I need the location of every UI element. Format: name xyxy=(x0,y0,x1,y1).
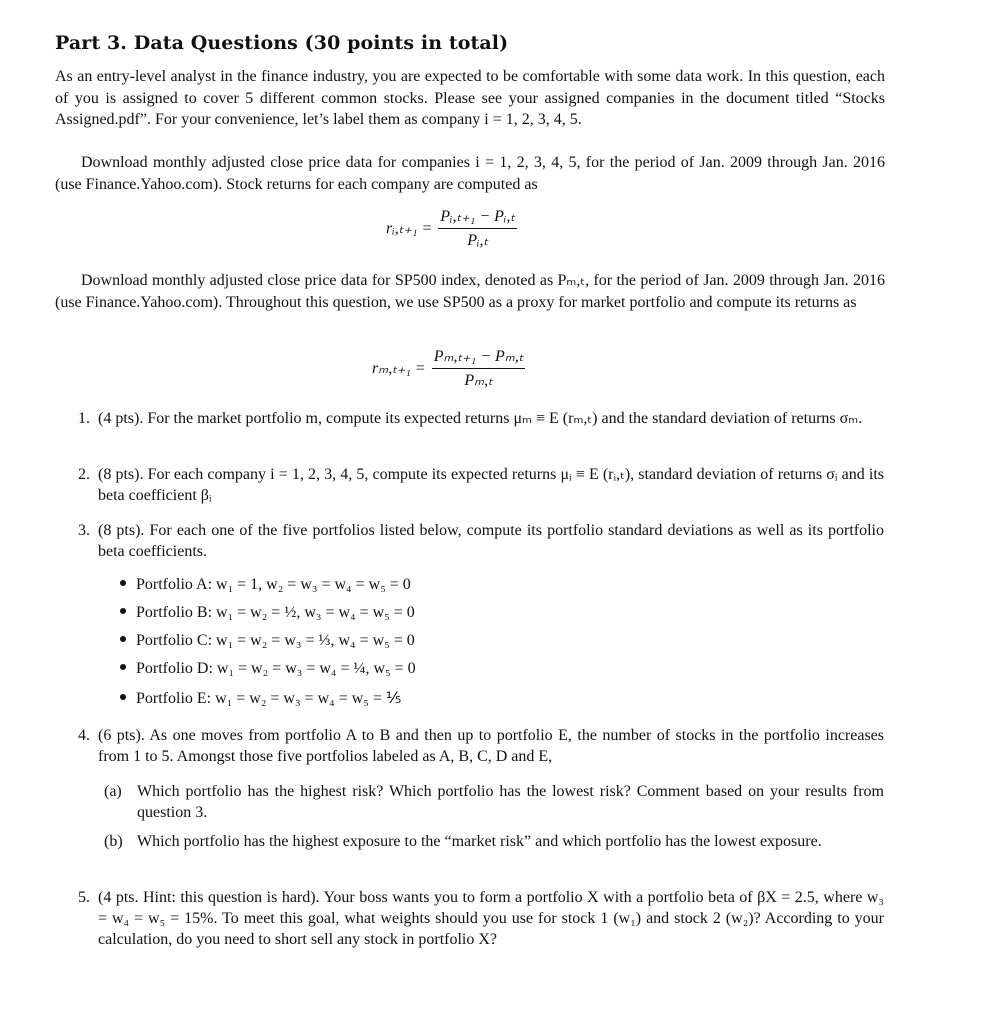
portfolio-a-item xyxy=(120,576,411,594)
question-text: (4 pts). For the market portfolio m, compute its expected returns μₘ ≡ E (rₘ,ₜ) and the standard deviation of returns σₘ. xyxy=(98,410,863,427)
question-4 xyxy=(78,725,884,767)
portfolio-text: Portfolio E: w₁ = w₂ = w₃ = w₄ = w₅ = ⅕ xyxy=(136,690,402,707)
question-3 xyxy=(78,520,884,562)
question-text: (8 pts). For each company i = 1, 2, 3, 4, 5, compute its expected returns μᵢ ≡ E (rᵢ,ₜ), standard deviation of returns σᵢ and its beta coefficient βᵢ xyxy=(98,466,884,504)
equation-lhs: rₘ,ₜ₊₁ = xyxy=(372,360,426,377)
portfolio-text: Portfolio B: w₁ = w₂ = ½, w₃ = w₄ = w₅ = 0 xyxy=(136,604,415,621)
sub-question-text: Which portfolio has the highest exposure to the “market risk” and which portfolio has the lowest exposure. xyxy=(137,833,822,850)
question-text: (4 pts. Hint: this question is hard). Your boss wants you to form a portfolio X with a portfolio beta of βX = 2.5, where w₃ = w₄ = w₅ = 15%. To meet this goal, what weights should you use for stock 1 (w₁) and stock 2 (w₂)? According to your calculation, do you need to short sell any stock in portfolio X? xyxy=(98,889,884,948)
question-text: (8 pts). For each one of the five portfolios listed below, compute its portfolio standard deviations as well as its portfolio beta coefficients. xyxy=(98,522,884,560)
portfolio-text: Portfolio C: w₁ = w₂ = w₃ = ⅓, w₄ = w₅ = 0 xyxy=(136,632,415,649)
question-2 xyxy=(78,464,884,506)
portfolio-c-item xyxy=(120,632,415,650)
bullet-icon xyxy=(120,636,126,642)
equation-lhs: rᵢ,ₜ₊₁ = xyxy=(386,220,433,237)
download-stocks-paragraph: Download monthly adjusted close price data for companies i = 1, 2, 3, 4, 5, for the period of Jan. 2009 through Jan. 2016 (use Finance.Yahoo.com). Stock returns for each company are computed as xyxy=(55,154,885,193)
bullet-icon xyxy=(120,580,126,586)
portfolio-text: Portfolio A: w₁ = 1, w₂ = w₃ = w₄ = w₅ = 0 xyxy=(136,576,411,593)
equation-denominator: Pₘ,ₜ xyxy=(464,372,493,389)
sub-question-a xyxy=(104,781,884,823)
download-index-paragraph: Download monthly adjusted close price data for SP500 index, denoted as Pₘ,ₜ, for the period of Jan. 2009 through Jan. 2016 (use Finance.Yahoo.com). Throughout this question, we use SP500 as a proxy for market portfolio and compute its returns as xyxy=(55,272,885,311)
portfolio-text: Portfolio D: w₁ = w₂ = w₃ = w₄ = ¼, w₅ = 0 xyxy=(136,660,416,677)
sub-question-b xyxy=(104,831,884,852)
question-text: (6 pts). As one moves from portfolio A to B and then up to portfolio E, the number of stocks in the portfolio increases from 1 to 5. Amongst those five portfolios labeled as A, B, C, D and E, xyxy=(98,727,884,765)
equation-denominator: Pᵢ,ₜ xyxy=(467,232,489,249)
question-number: 2. xyxy=(78,466,90,483)
intro-paragraph: As an entry-level analyst in the finance industry, you are expected to be comfortable with some data work. In this question, each of you is assigned to cover 5 different common stocks. Please see your assigned companies in the document titled “Stocks Assigned.pdf”. For your convenience, let’s label them as company i = 1, 2, 3, 4, 5. xyxy=(55,68,885,128)
equation-numerator: Pᵢ,ₜ₊₁ − Pᵢ,ₜ xyxy=(438,206,517,229)
bullet-icon xyxy=(120,608,126,614)
question-number: 4. xyxy=(78,727,90,744)
question-number: 1. xyxy=(78,410,90,427)
question-5 xyxy=(78,887,884,950)
equation-numerator: Pₘ,ₜ₊₁ − Pₘ,ₜ xyxy=(432,346,526,369)
portfolio-b-item xyxy=(120,604,415,622)
question-number: 5. xyxy=(78,889,90,906)
bullet-icon xyxy=(120,694,126,700)
sub-question-label: (b) xyxy=(104,833,123,850)
question-number: 3. xyxy=(78,522,90,539)
portfolio-d-item xyxy=(120,660,416,678)
portfolio-e-item xyxy=(120,688,401,708)
sub-question-label: (a) xyxy=(104,783,122,800)
bullet-icon xyxy=(120,664,126,670)
question-1 xyxy=(78,408,884,429)
section-title: Part 3. Data Questions (30 points in total) xyxy=(55,32,509,54)
sub-question-text: Which portfolio has the highest risk? Which portfolio has the lowest risk? Comment based on your results from question 3. xyxy=(137,783,884,821)
